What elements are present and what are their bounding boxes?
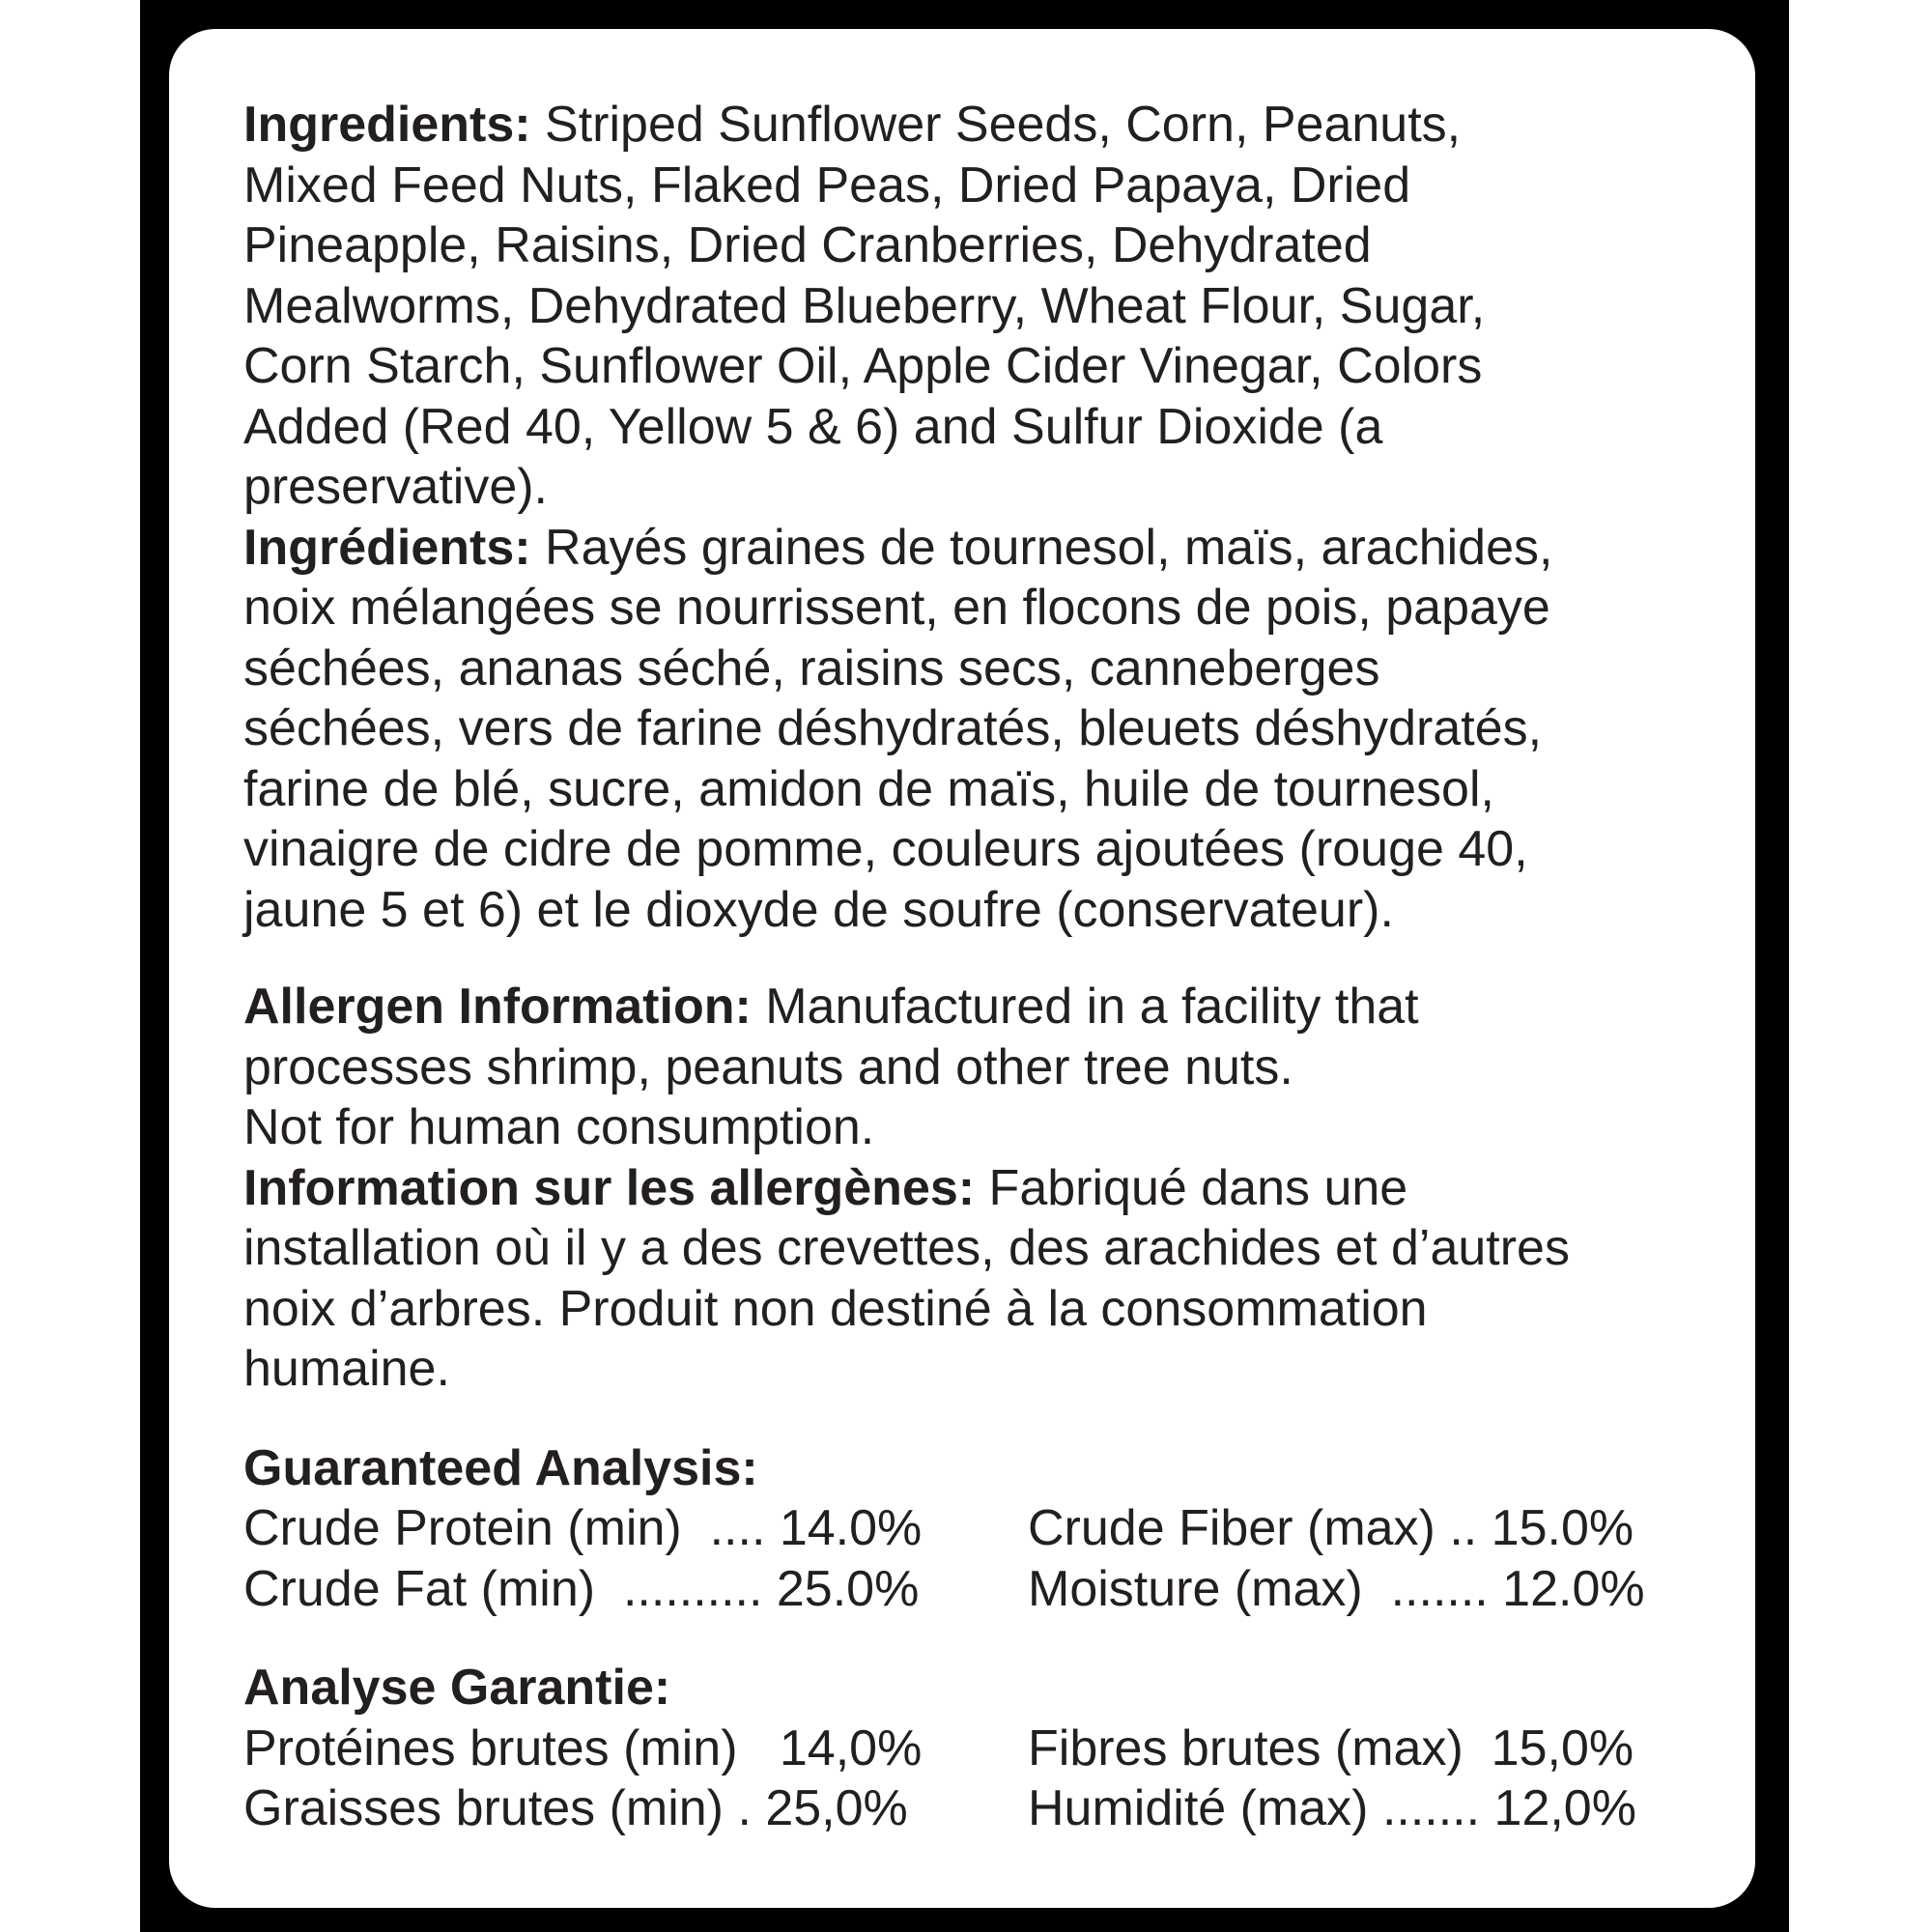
allergen-en-line: Manufactured in a facility that <box>751 979 1419 1035</box>
allergen-en-line: Not for human consumption. <box>243 1099 875 1155</box>
ingredients-en <box>243 95 1721 518</box>
allergen-fr-line: humaine. <box>243 1341 450 1397</box>
analysis-row <box>243 1559 1721 1620</box>
analysis-cell: Crude Protein (min) .... 14.0% <box>243 1500 923 1556</box>
allergen-fr <box>243 1158 1721 1400</box>
analysis-row <box>243 1778 1721 1839</box>
ingredients-fr-heading: Ingrédients: <box>243 519 531 576</box>
ingredients-en-line: Added (Red 40, Yellow 5 & 6) and Sulfur Dioxide (a <box>243 398 1383 455</box>
allergen-en-line: processes shrimp, peanuts and other tree nuts. <box>243 1038 1293 1095</box>
ingredients-en-line: preservative). <box>243 459 548 515</box>
analysis-cell: Protéines brutes (min) 14,0% <box>243 1719 923 1776</box>
ingredients-fr-line: séchées, ananas séché, raisins secs, canneberges <box>243 639 1380 696</box>
analysis-cell: Moisture (max) ....... 12.0% <box>1028 1560 1645 1617</box>
analysis-cell: Crude Fat (min) .......... 25.0% <box>243 1560 920 1617</box>
analysis-cell: Crude Fiber (max) .. 15.0% <box>1028 1500 1634 1556</box>
ingredients-fr-line: noix mélangées se nourrissent, en flocons de pois, papaye <box>243 580 1550 636</box>
allergen-fr-line: noix d’arbres. Produit non destiné à la consommation <box>243 1280 1428 1337</box>
ingredients-en-line: Mixed Feed Nuts, Flaked Peas, Dried Papaya, Dried <box>243 156 1411 213</box>
ingredients-fr <box>243 518 1721 941</box>
allergen-fr-heading: Information sur les allergènes: <box>243 1159 976 1216</box>
guaranteed-analysis-fr <box>243 1658 1721 1839</box>
allergen-fr-line: installation où il y a des crevettes, des arachides et d’autres <box>243 1220 1570 1276</box>
ingredients-en-line: Pineapple, Raisins, Dried Cranberries, Dehydrated <box>243 217 1372 273</box>
analysis-en-heading: Guaranteed Analysis: <box>243 1439 758 1496</box>
ingredients-fr-line: jaune 5 et 6) et le dioxyde de soufre (conservateur). <box>243 881 1394 938</box>
label-content <box>243 95 1721 1839</box>
ingredients-en-line: Striped Sunflower Seeds, Corn, Peanuts, <box>530 97 1462 153</box>
allergen-en <box>243 977 1721 1158</box>
allergen-en-heading: Allergen Information: <box>243 979 752 1035</box>
ingredients-fr-line: vinaigre de cidre de pomme, couleurs ajoutées (rouge 40, <box>243 821 1528 877</box>
analysis-cell: Graisses brutes (min) . 25,0% <box>243 1780 908 1836</box>
ingredients-en-line: Mealworms, Dehydrated Blueberry, Wheat Flour, Sugar, <box>243 277 1486 334</box>
analysis-fr-heading: Analyse Garantie: <box>243 1660 671 1716</box>
guaranteed-analysis-en <box>243 1438 1721 1620</box>
ingredients-fr-line: séchées, vers de farine déshydratés, bleuets déshydratés, <box>243 700 1543 756</box>
analysis-cell: Fibres brutes (max) 15,0% <box>1028 1719 1634 1776</box>
ingredients-fr-line: Rayés graines de tournesol, maïs, arachides, <box>530 519 1553 576</box>
allergen-fr-line: Fabriqué dans une <box>975 1159 1408 1216</box>
ingredients-fr-line: farine de blé, sucre, amidon de maïs, huile de tournesol, <box>243 760 1494 817</box>
ingredients-en-heading: Ingredients: <box>243 97 531 153</box>
analysis-row <box>243 1719 1721 1779</box>
ingredients-en-line: Corn Starch, Sunflower Oil, Apple Cider Vinegar, Colors <box>243 338 1483 394</box>
analysis-cell: Humidité (max) ....... 12,0% <box>1028 1780 1636 1836</box>
analysis-row <box>243 1498 1721 1559</box>
